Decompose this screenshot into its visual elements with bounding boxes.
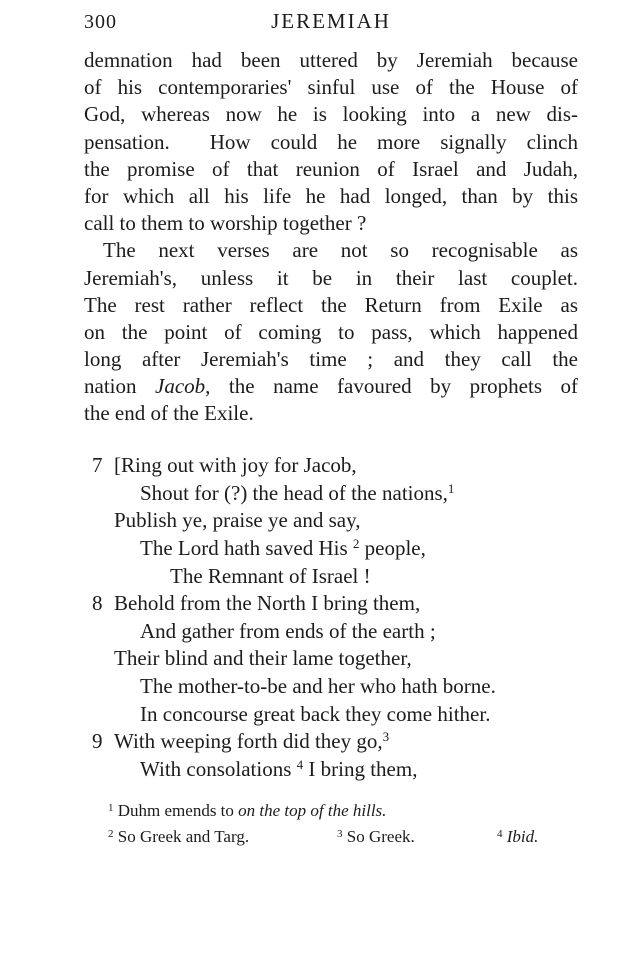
text-segment: And gather from ends of the earth ; [140,618,436,643]
text-line [84,74,578,101]
footnotes [108,798,578,850]
text-line [84,400,578,427]
poem-line [92,590,578,618]
poem-line [92,480,578,508]
italic-text: Jacob [155,374,206,399]
text-segment: long after Jeremiah's time ; and they call the [84,347,578,372]
poem-line [92,507,578,535]
text-segment: I bring them, [303,757,418,782]
poem-line [92,673,578,701]
text-segment: God, whereas now he is looking into a new dis- [84,102,578,127]
text-segment: With weeping forth did they go, [114,729,383,754]
text-segment: Publish ye, praise ye and say, [114,508,361,533]
poem-line [92,756,578,784]
text-line [84,101,578,128]
superscript-ref: 4 [497,828,503,840]
text-line [84,346,578,373]
text-segment: people, [359,535,426,560]
poem-line [92,452,578,480]
text-segment: The next verses are not so recognisable as [103,238,578,263]
text-line [84,265,578,292]
text-line [84,210,578,237]
text-line [84,237,578,264]
text-segment: pensation. How could he more signally clinch [84,129,578,154]
text-segment: on the point of coming to pass, which happened [84,319,578,344]
text-line [84,156,578,183]
text-segment: Their blind and their lame together, [114,646,412,671]
text-segment: for which all his life he had longed, than by this [84,183,578,208]
poem-line [92,563,578,591]
text-segment: the end of the Exile. [84,401,254,426]
text-segment: The Lord hath saved His [140,535,353,560]
text-segment: In concourse great back they come hither. [140,701,491,726]
text-segment: demnation had been uttered by Jeremiah because [84,48,578,72]
footnote-line-2 [108,824,578,850]
text-segment: Jeremiah's, unless it be in their last couplet. [84,265,578,290]
text-segment: [Ring out with joy for Jacob, [114,453,357,477]
poem-line [92,701,578,729]
poem-line [92,535,578,563]
text-segment: The Remnant of Israel ! [170,563,371,588]
text-segment: call to them to worship together ? [84,211,367,236]
text-line [84,373,578,400]
verse-number: 8 [92,591,103,616]
text-segment: The rest rather reflect the Return from Exile as [84,292,578,317]
footnote-item [337,824,415,850]
paragraph [84,237,578,427]
superscript-ref: 2 [352,535,360,551]
superscript-ref: 2 [108,828,114,840]
running-head: JEREMIAH [271,9,391,33]
text-line [84,292,578,319]
text-segment: So Greek. [342,827,415,846]
text-segment: , the name favoured by prophets of [205,374,578,399]
paragraph [84,47,578,237]
text-segment: With consolations [140,757,297,782]
superscript-ref: 4 [296,757,304,773]
poem-line [92,728,578,756]
text-segment: nation [84,374,155,399]
text-segment: Behold from the North I bring them, [114,591,421,616]
poem-line [92,618,578,646]
verse-number: 9 [92,729,103,754]
superscript-ref: 1 [447,480,455,496]
text-line [84,319,578,346]
text-segment: of his contemporaries' sinful use of the House of [84,75,578,100]
text-line [84,183,578,210]
page-header [84,9,578,35]
text-segment: the promise of that reunion of Israel and Judah, [84,156,578,181]
poem-line [92,645,578,673]
text-segment: Shout for (?) the head of the nations, [140,480,448,505]
text-line [84,47,578,74]
text-segment: So Greek and Targ. [113,827,250,846]
superscript-ref: 3 [337,828,343,840]
superscript-ref: 1 [108,802,114,814]
text-segment: Duhm emends to [113,801,239,820]
page-number: 300 [84,11,117,33]
footnote-item [108,824,249,850]
italic-text: Ibid. [506,827,539,846]
text-line [84,129,578,156]
body-text [84,47,578,428]
text-segment: The mother-to-be and her who hath borne. [140,674,496,699]
verse-number: 7 [92,453,103,477]
italic-text: on the top of the hills. [238,801,387,820]
poem [92,452,578,784]
footnote-line-1 [108,798,578,824]
superscript-ref: 3 [382,729,390,745]
footnote-item [497,824,538,850]
